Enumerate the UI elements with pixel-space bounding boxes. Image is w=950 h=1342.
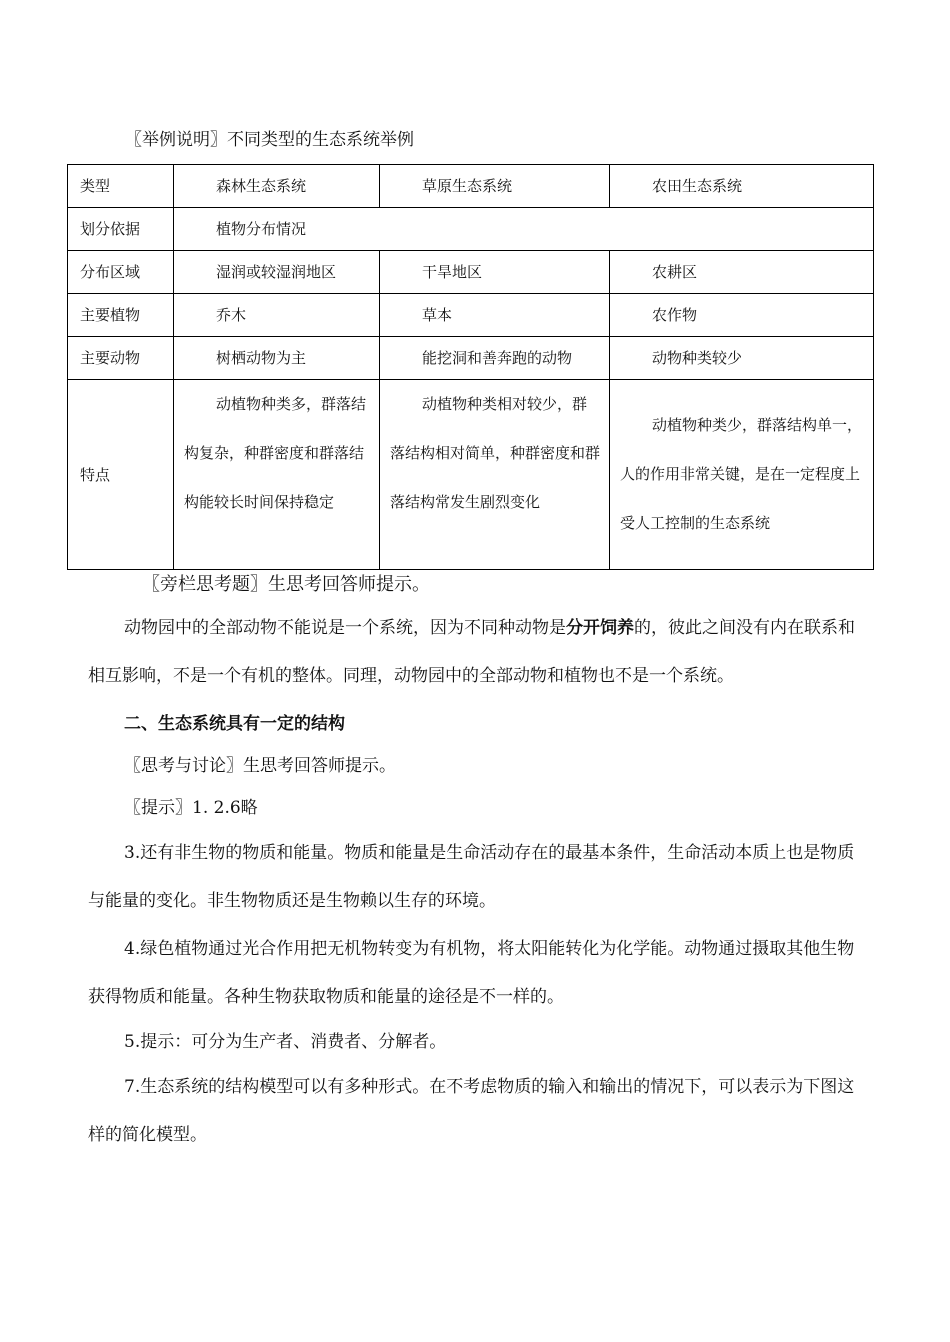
table-row [68,208,874,251]
bold-text: 分开饲养 [566,618,634,638]
table-cell: 动植物种类少，群落结构单一，人的作用非常关键，是在一定程度上受人工控制的生态系统 [610,380,874,570]
paragraph: 〖思考与讨论〗生思考回答师提示。 [124,756,396,776]
paragraph: 3.还有非生物的物质和能量。物质和能量是生命活动存在的最基本条件，生命活动本质上也是物质与能量的变化。非生物物质还是生物赖以生存的环境。 [88,843,855,911]
table-cell: 动物种类较少 [610,337,874,380]
row-label: 分布区域 [68,251,174,294]
section-heading-text: 二、生态系统具有一定的结构 [124,714,345,734]
table-cell: 乔木 [174,294,380,337]
paragraph: 4.绿色植物通过光合作用把无机物转变为有机物，将太阳能转化为化学能。动物通过摄取其他生物获得物质和能量。各种生物获取物质和能量的途径是不一样的。 [88,939,855,1007]
table-cell: 植物分布情况 [174,208,874,251]
row-label: 特点 [68,380,174,570]
header-cell: 农田生态系统 [610,165,874,208]
table-cell: 动植物种类相对较少，群落结构相对简单，种群密度和群落结构常发生剧烈变化 [380,380,610,570]
paragraph [88,604,863,700]
table-cell: 草本 [380,294,610,337]
row-label: 主要植物 [68,294,174,337]
section-heading [88,703,863,745]
header-cell: 类型 [68,165,174,208]
paragraph: 7.生态系统的结构模型可以有多种形式。在不考虑物质的输入和输出的情况下，可以表示为下图这样的简化模型。 [88,1077,855,1145]
table-cell: 能挖洞和善奔跑的动物 [380,337,610,380]
table-row [68,380,874,570]
table-row [68,337,874,380]
body-text [88,604,863,1159]
table-header-row [68,165,874,208]
header-cell: 草原生态系统 [380,165,610,208]
table-cell: 湿润或较湿润地区 [174,251,380,294]
table-row [68,251,874,294]
ecosystem-table [67,164,874,570]
paragraph: 5.提示：可分为生产者、消费者、分解者。 [124,1032,447,1052]
paragraph: 〖提示〗1. 2.6略 [124,798,258,818]
table-cell: 农作物 [610,294,874,337]
header-cell: 森林生态系统 [174,165,380,208]
row-label: 划分依据 [68,208,174,251]
table-caption: 〖举例说明〗不同类型的生态系统举例 [125,130,414,150]
paragraph-text: 动物园中的全部动物不能说是一个系统，因为不同种动物是 [124,618,566,638]
table-row [68,294,874,337]
paragraph-text: 的，彼此之间没有内在联系和相互影响，不是一个有机的整体。同理，动物园中的全部动物和植物也不是一个系统。 [88,618,855,686]
table-cell: 树栖动物为主 [174,337,380,380]
table-cell: 农耕区 [610,251,874,294]
table-cell: 动植物种类多，群落结构复杂，种群密度和群落结构能较长时间保持稳定 [174,380,380,570]
sidebar-question-title: 〖旁栏思考题〗生思考回答师提示。 [142,574,430,595]
row-label: 主要动物 [68,337,174,380]
table-cell: 干旱地区 [380,251,610,294]
